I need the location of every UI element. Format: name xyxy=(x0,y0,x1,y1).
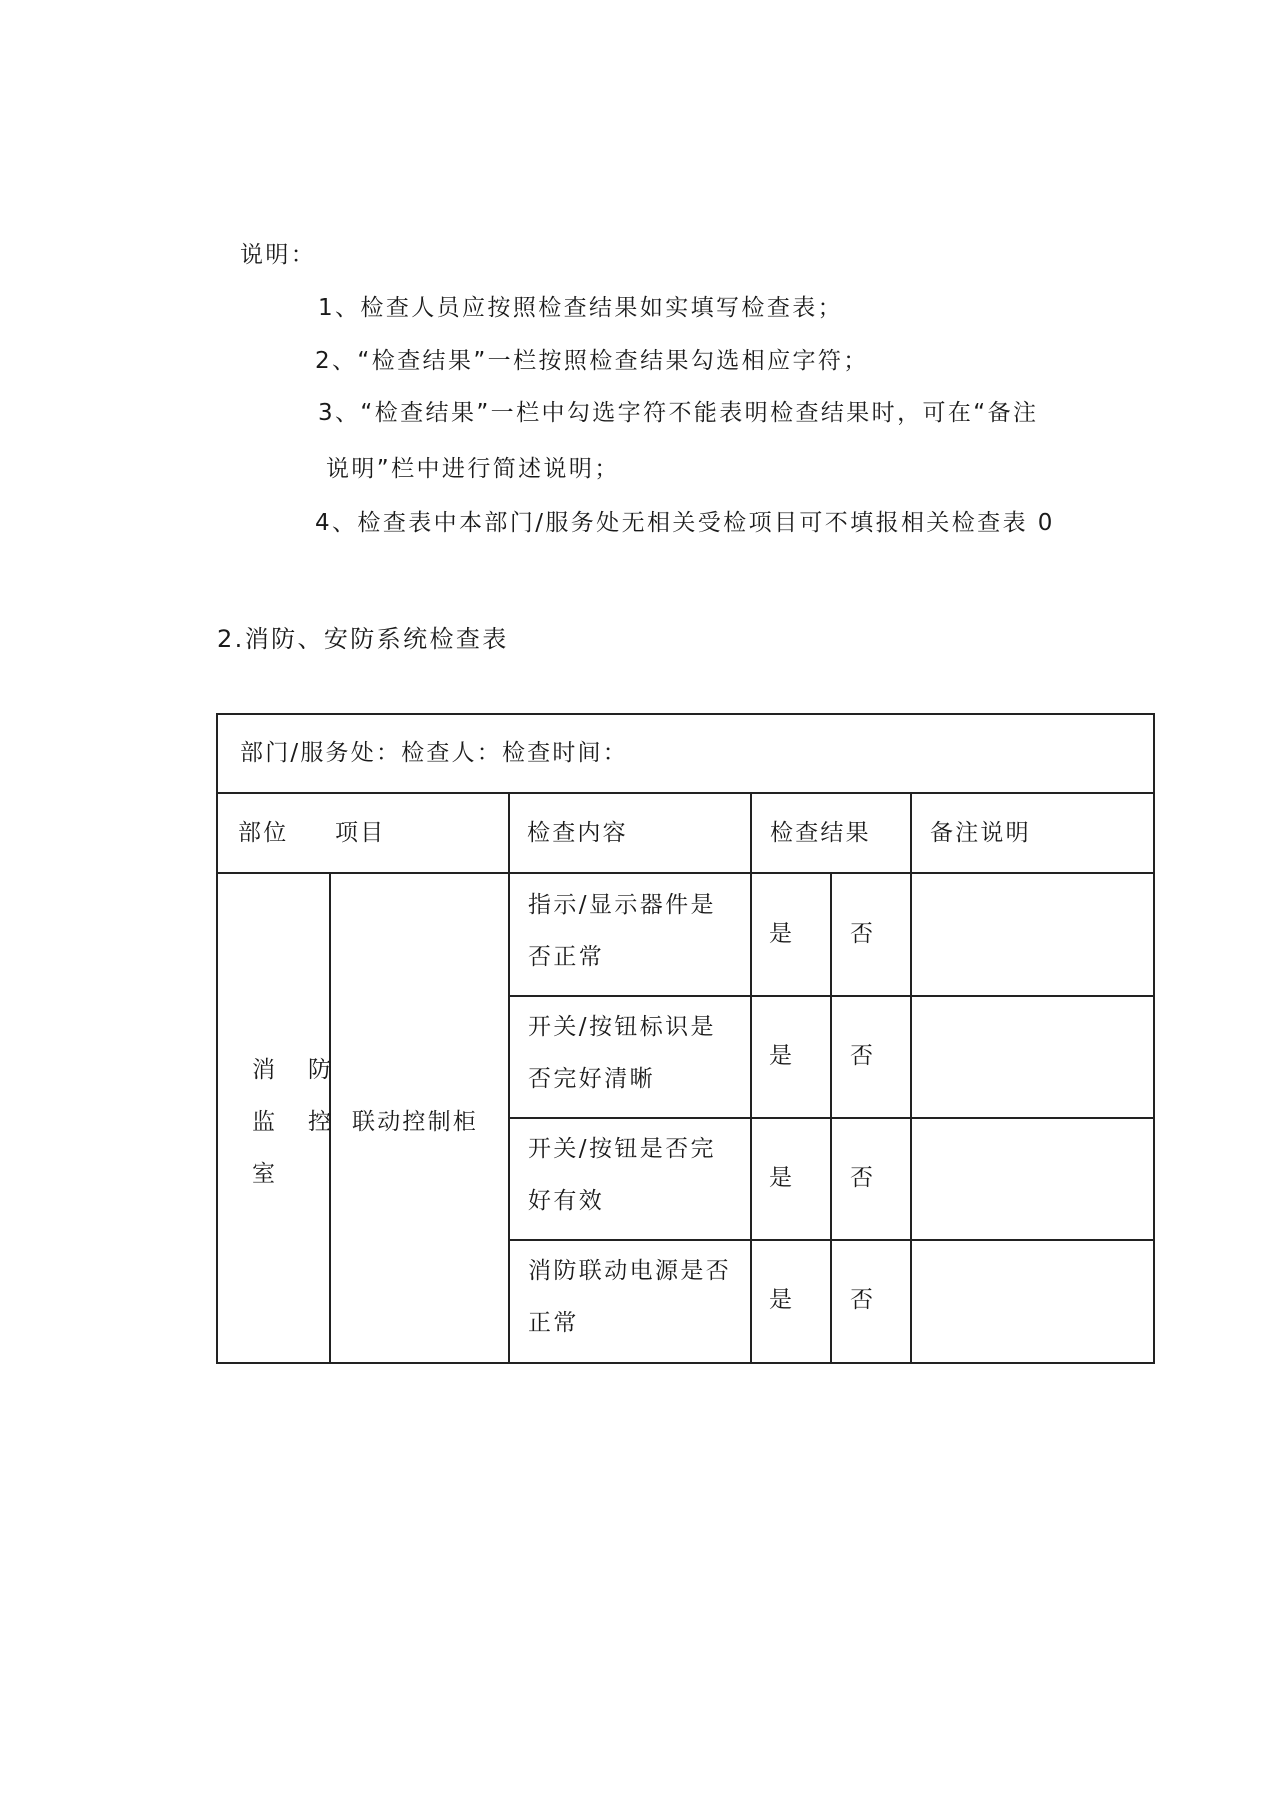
header-info: 部门/服务处：检查人：检查时间： xyxy=(240,740,628,766)
result-yes-2[interactable]: 是 xyxy=(769,1043,795,1069)
location-line-1: 消 防 xyxy=(252,1057,336,1083)
result-yes-4[interactable]: 是 xyxy=(769,1287,795,1313)
col-header-item: 项目 xyxy=(335,820,386,846)
result-yes-3[interactable]: 是 xyxy=(769,1165,795,1191)
result-no-2[interactable]: 否 xyxy=(850,1043,876,1069)
col-header-result: 检查结果 xyxy=(770,820,871,846)
result-no-3[interactable]: 否 xyxy=(850,1165,876,1191)
note-item-4: 4、检查表中本部门/服务处无相关受检项目可不填报相关检查表 0 xyxy=(315,510,1055,536)
location-line-2: 监 控 xyxy=(252,1109,336,1135)
result-yes-1[interactable]: 是 xyxy=(769,921,795,947)
notes-title: 说明： xyxy=(240,242,317,268)
check-content-3: 开关/按钮是否完好有效 xyxy=(528,1136,716,1214)
col-header-remark: 备注说明 xyxy=(930,820,1031,846)
check-content-1: 指示/显示器件是否正常 xyxy=(528,892,716,970)
inspection-table xyxy=(216,713,1155,1364)
col-header-content: 检查内容 xyxy=(527,820,628,846)
note-item-3-continued: 说明”栏中进行简述说明； xyxy=(326,456,620,482)
note-item-1: 1、检查人员应按照检查结果如实填写检查表； xyxy=(318,295,844,321)
col-header-location: 部位 xyxy=(238,820,289,846)
location-line-3: 室 xyxy=(252,1161,278,1187)
result-no-1[interactable]: 否 xyxy=(850,921,876,947)
note-item-2: 2、“检查结果”一栏按照检查结果勾选相应字符； xyxy=(315,348,869,374)
section-title: 2.消防、安防系统检查表 xyxy=(217,625,509,653)
check-content-4: 消防联动电源是否正常 xyxy=(528,1258,732,1336)
note-item-3: 3、“检查结果”一栏中勾选字符不能表明检查结果时，可在“备注 xyxy=(318,400,1039,426)
result-no-4[interactable]: 否 xyxy=(850,1287,876,1313)
check-content-2: 开关/按钮标识是否完好清晰 xyxy=(528,1014,716,1092)
item-name: 联动控制柜 xyxy=(352,1109,478,1135)
